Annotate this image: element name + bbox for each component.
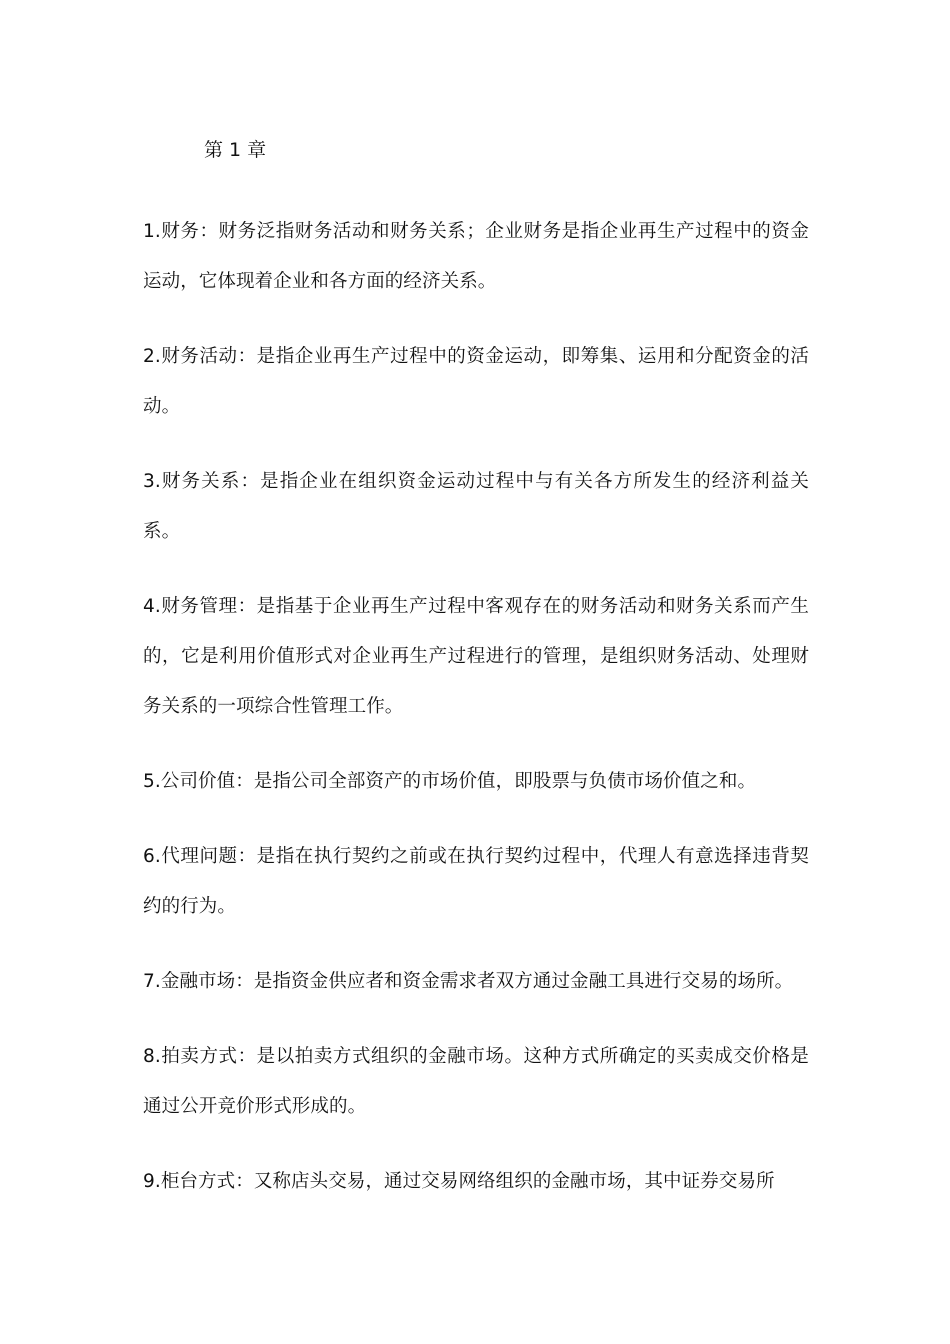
definition-paragraph: 5.公司价值：是指公司全部资产的市场价值，即股票与负债市场价值之和。 [143,771,757,792]
definition-paragraph: 3.财务关系：是指企业在组织资金运动过程中与有关各方所发生的经济利益关系。 [143,471,809,542]
chapter-title: 第 1 章 [204,139,267,161]
definition-paragraph: 2.财务活动：是指企业再生产过程中的资金运动，即筹集、运用和分配资金的活动。 [143,346,809,417]
definitions-list [143,207,809,1232]
definition-paragraph: 8.拍卖方式：是以拍卖方式组织的金融市场。这种方式所确定的买卖成交价格是通过公开竞价形式形成的。 [143,1046,809,1117]
definition-paragraph: 6.代理问题：是指在执行契约之前或在执行契约过程中，代理人有意选择违背契约的行为。 [143,846,809,917]
definition-paragraph: 9.柜台方式：又称店头交易，通过交易网络组织的金融市场，其中证券交易所 [143,1171,775,1192]
definition-paragraph: 4.财务管理：是指基于企业再生产过程中客观存在的财务活动和财务关系而产生的，它是利用价值形式对企业再生产过程进行的管理，是组织财务活动、处理财务关系的一项综合性管理工作。 [143,596,809,717]
definition-paragraph: 7.金融市场：是指资金供应者和资金需求者双方通过金融工具进行交易的场所。 [143,971,794,992]
definition-paragraph: 1.财务：财务泛指财务活动和财务关系；企业财务是指企业再生产过程中的资金运动，它体现着企业和各方面的经济关系。 [143,221,809,292]
